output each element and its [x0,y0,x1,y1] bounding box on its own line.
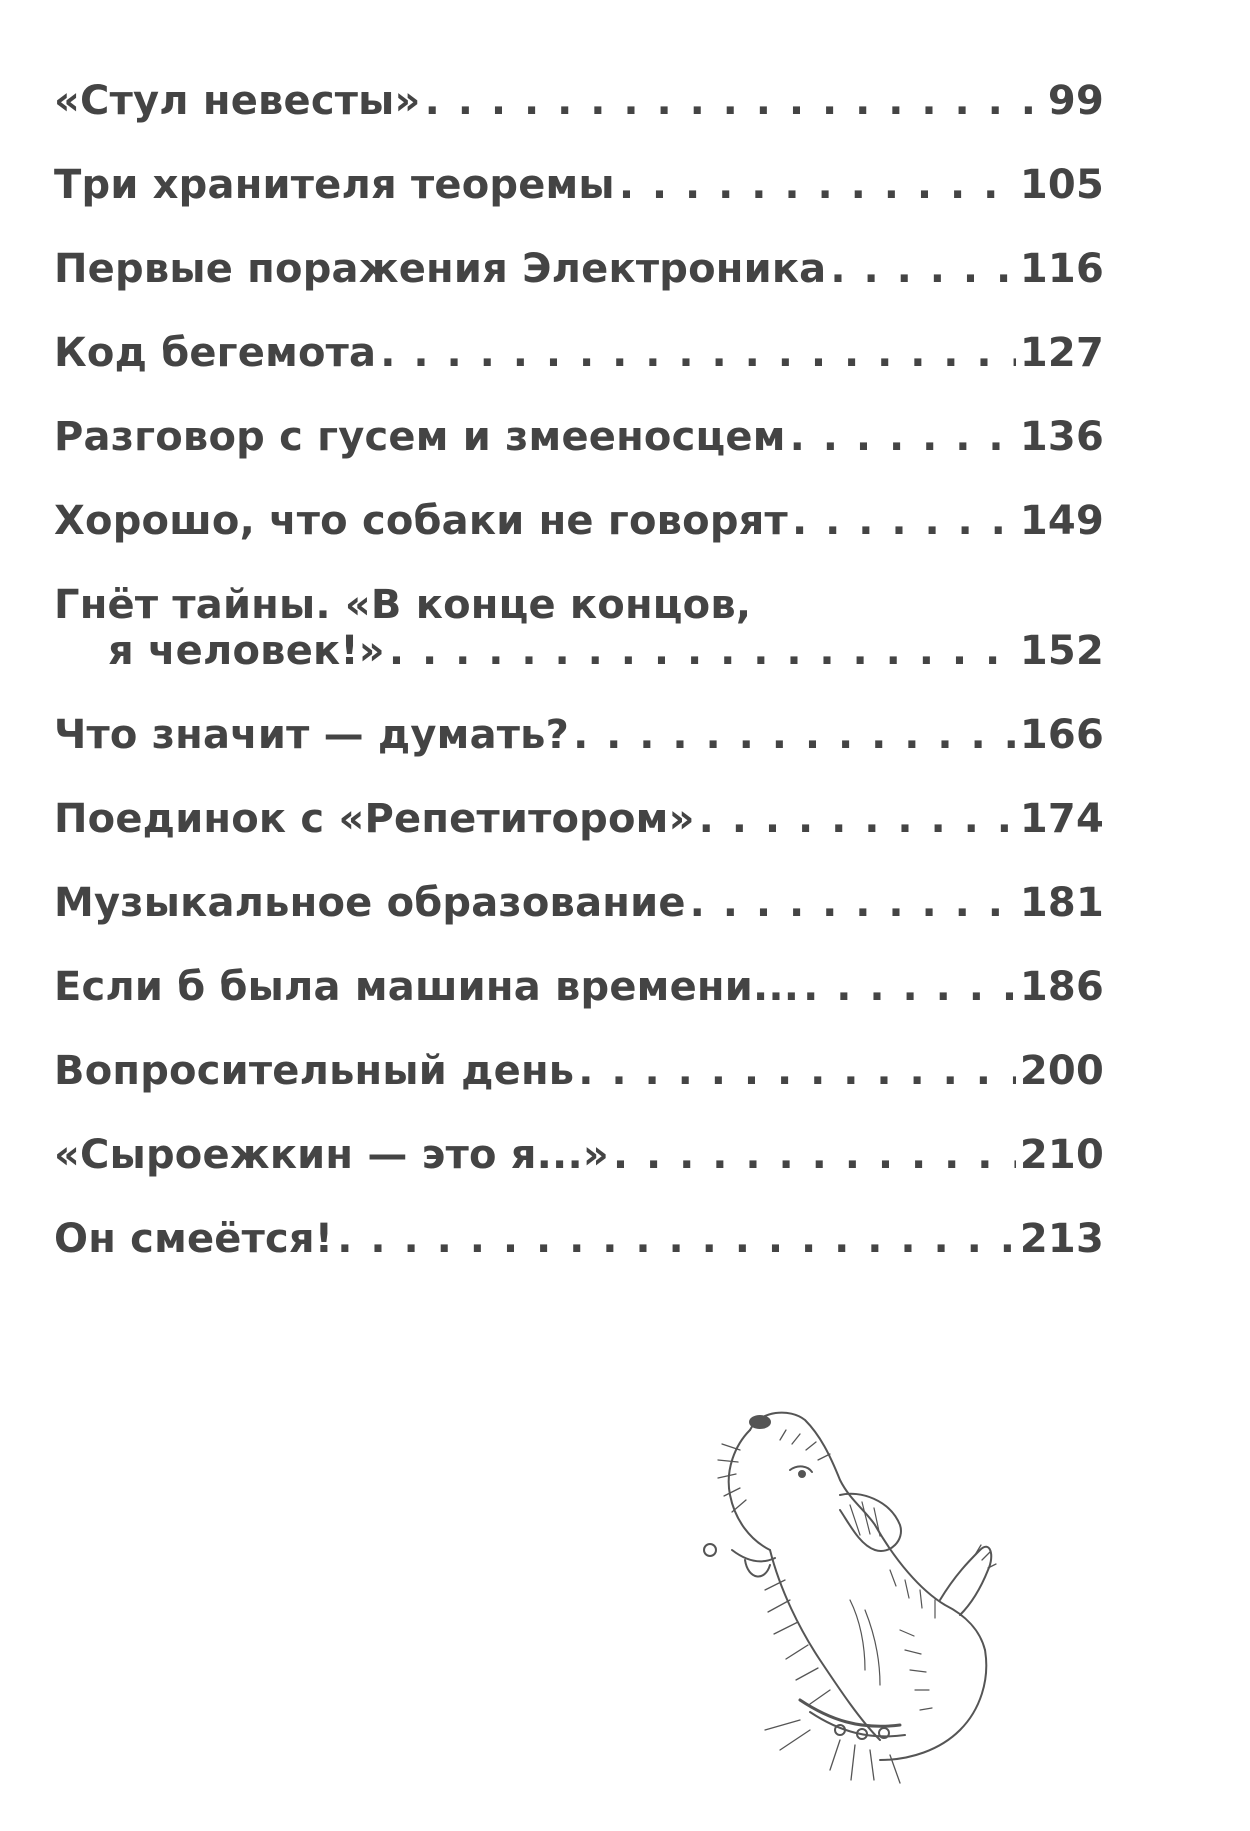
toc-entry-title: Код бегемота [54,330,377,376]
dot-leader [380,330,1016,376]
toc-entry-page: 149 [1019,498,1104,544]
toc-entry-title: Если б была машина времени... [54,964,800,1010]
toc-entry-title-line1: Гнёт тайны. «В конце концов, [54,582,752,628]
table-of-contents [54,78,1104,1300]
toc-entry-title: Хорошо, что собаки не говорят [54,498,788,544]
dot-leader [790,414,1016,460]
dot-leader [337,1216,1016,1262]
toc-entry [54,712,1104,758]
toc-entry [54,414,1104,460]
dot-leader [803,964,1016,1010]
toc-entry-page: 127 [1019,330,1104,376]
toc-entry-page: 186 [1019,964,1104,1010]
dot-leader [613,1132,1016,1178]
toc-entry [54,498,1104,544]
toc-entry-page: 174 [1019,796,1104,842]
toc-entry-title: Первые поражения Электроника [54,246,827,292]
toc-entry [54,162,1104,208]
toc-entry-title: Он смеётся! [54,1216,334,1262]
dot-leader [830,246,1016,292]
toc-entry [54,880,1104,926]
dog-sketch-icon [690,1400,1030,1810]
toc-entry [54,582,1104,674]
toc-entry-title: Поединок с «Репетитором» [54,796,695,842]
toc-entry [54,964,1104,1010]
toc-entry [54,1132,1104,1178]
toc-entry-title: Вопросительный день [54,1048,575,1094]
toc-entry-page: 99 [1047,78,1104,124]
toc-entry-page: 136 [1019,414,1104,460]
toc-entry-title: Что значит — думать? [54,712,570,758]
toc-entry-title: «Стул невесты» [54,78,421,124]
dot-leader [389,628,1016,674]
toc-entry [54,796,1104,842]
toc-entry-title: Три хранителя теоремы [54,162,615,208]
toc-entry-title-line2: я человек!» [108,628,385,674]
dot-leader [425,78,1044,124]
toc-entry-page: 166 [1019,712,1104,758]
toc-entry [54,78,1104,124]
dot-leader [690,880,1016,926]
toc-entry-page: 213 [1019,1216,1104,1262]
toc-entry [54,330,1104,376]
toc-entry-title: «Сыроежкин — это я...» [54,1132,609,1178]
dot-leader [578,1048,1016,1094]
dot-leader [573,712,1016,758]
toc-entry [54,246,1104,292]
toc-entry [54,1048,1104,1094]
toc-entry-page: 105 [1019,162,1104,208]
toc-entry-page: 152 [1019,628,1104,674]
toc-entry-page: 200 [1019,1048,1104,1094]
toc-entry-title: Музыкальное образование [54,880,686,926]
dot-leader [619,162,1016,208]
toc-entry-title: Разговор с гусем и змееносцем [54,414,786,460]
toc-entry-page: 210 [1019,1132,1104,1178]
dot-leader [792,498,1016,544]
toc-entry-page: 181 [1019,880,1104,926]
toc-entry-page: 116 [1019,246,1104,292]
dot-leader [699,796,1016,842]
toc-entry [54,1216,1104,1262]
